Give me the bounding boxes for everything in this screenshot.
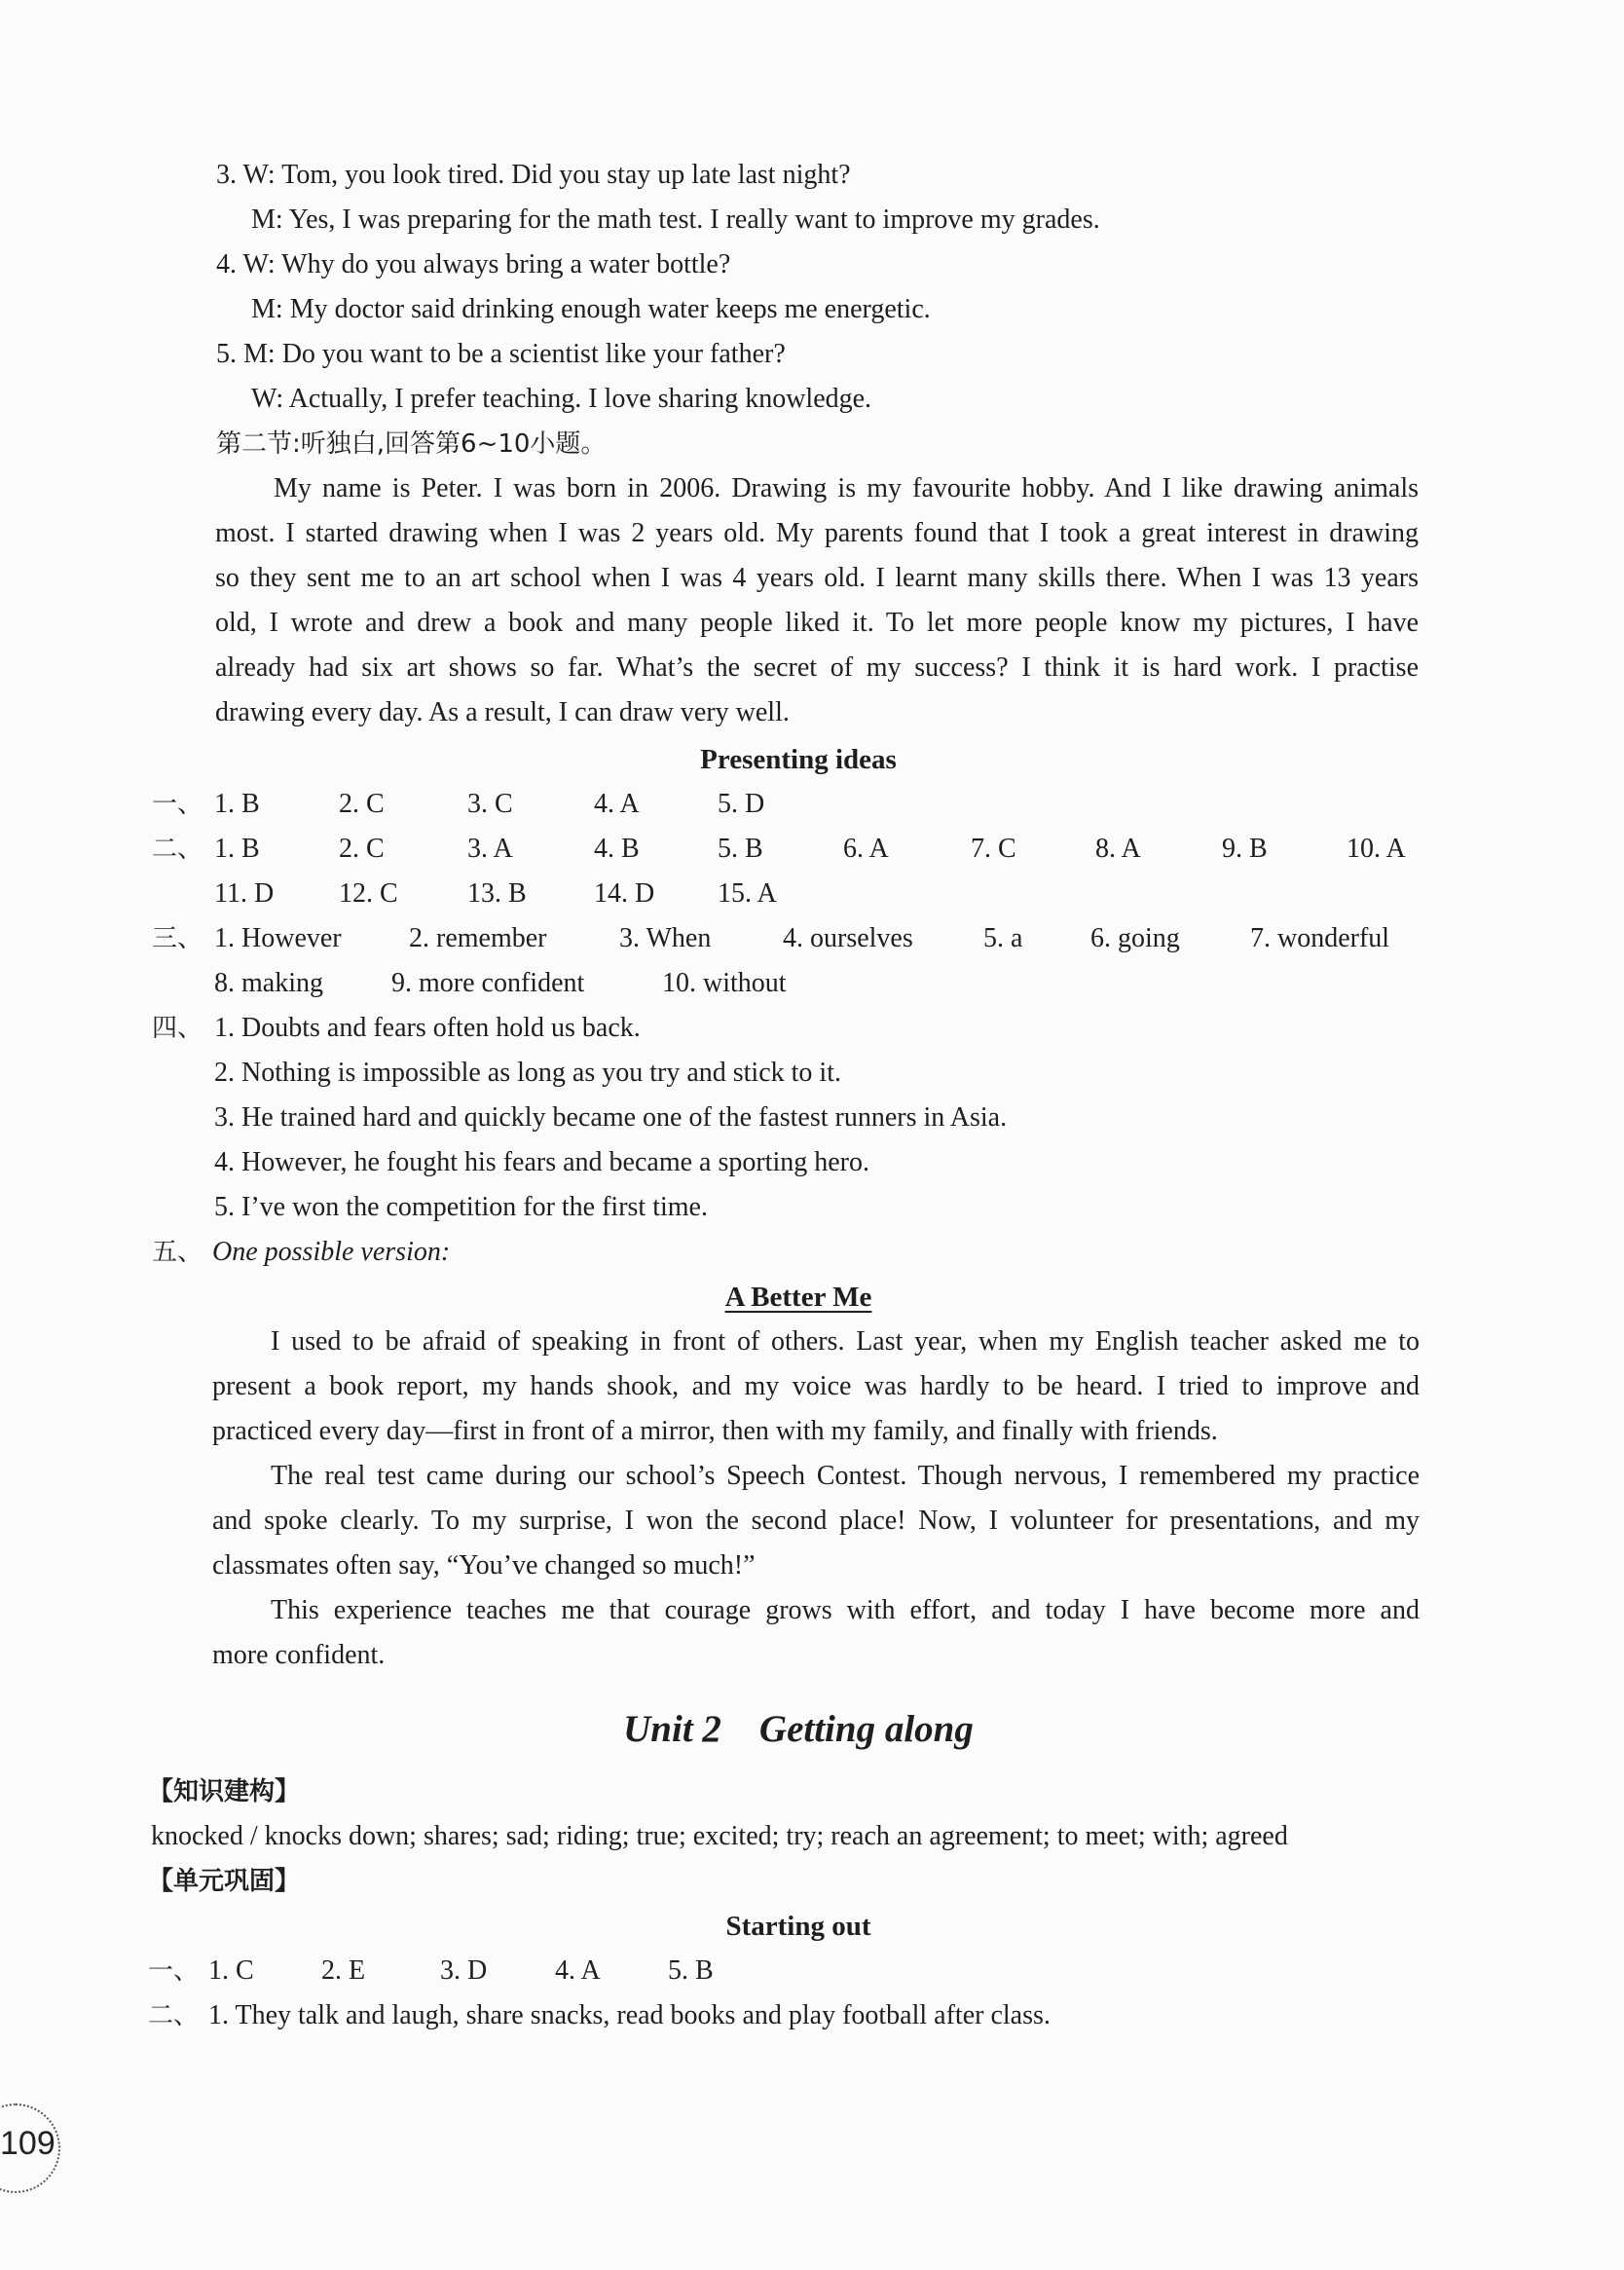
dialogue-5-line-1: 5. M: Do you want to be a scientist like your father? [216,339,786,369]
answer-cell: 9. B [1222,834,1268,864]
answer-cell: 15. A [718,878,777,909]
essay-line: classmates often say, “You’ve changed so much!” [212,1550,756,1581]
answer-cell: 4. B [594,834,640,864]
unit-title: Unit 2 Getting along [623,1708,974,1750]
dialogue-4-line-2: M: My doctor said drinking enough water keeps me energetic. [251,294,931,324]
answer-cell: 5. B [718,834,763,864]
monologue-line: already had six art shows so far. What’s the secret of my success? I think it is hard work. I practise [215,652,1419,683]
answer-cell: 6. A [843,834,889,864]
translation-item: 2. Nothing is impossible as long as you try and stick to it. [214,1058,841,1088]
answer-cell: 11. D [214,878,275,909]
answer-cell: 3. When [619,923,712,953]
dialogue-4-line-1: 4. W: Why do you always bring a water bottle? [216,249,731,279]
answer-cell: 1. B [214,789,260,819]
so-part2-answer: 1. They talk and laugh, share snacks, read books and play football after class. [208,2000,1051,2030]
essay-title: A Better Me [724,1282,872,1313]
essay-line: and spoke clearly. To my surprise, I won the second place! Now, I volunteer for presentations, and my [212,1506,1420,1536]
essay-line: present a book report, my hands shook, and my voice was hardly to be heard. I tried to improve and [212,1371,1420,1401]
answer-cell: 1. B [214,834,260,864]
knowledge-text: knocked / knocks down; shares; sad; riding; true; excited; try; reach an agreement; to meet; with; agreed [151,1821,1288,1851]
section-title-presenting-ideas: Presenting ideas [700,744,897,775]
part1-label: 一、 [152,790,203,819]
essay-line: I used to be afraid of speaking in front of others. Last year, when my English teacher asked me to [271,1326,1420,1357]
answer-cell: 13. B [467,878,527,909]
answer-cell: 4. A [594,789,640,819]
part5-intro: One possible version: [212,1237,451,1267]
answer-cell: 2. C [339,789,385,819]
so-part2-label: 二、 [148,2001,200,2030]
consolidation-heading: 【单元巩固】 [148,1867,301,1896]
part3-label: 三、 [152,924,203,953]
monologue-line: My name is Peter. I was born in 2006. Drawing is my favourite hobby. And I like drawing animals [274,473,1419,503]
essay-line: practiced every day—first in front of a mirror, then with my family, and finally with friends. [212,1416,1218,1446]
answer-cell: 5. D [718,789,765,819]
monologue-line: most. I started drawing when I was 2 years old. My parents found that I took a great interest in drawing [215,518,1419,548]
answer-cell: 2. E [321,1955,366,1986]
so-part1-label: 一、 [148,1956,200,1986]
knowledge-heading: 【知识建构】 [148,1777,301,1806]
translation-item: 5. I’ve won the competition for the first time. [214,1192,708,1222]
answer-cell: 3. C [467,789,513,819]
monologue-line: so they sent me to an art school when I was 4 years old. I learnt many skills there. When I was 13 years [215,563,1419,593]
answer-cell: 10. without [662,968,787,998]
monologue-line: old, I wrote and drew a book and many people liked it. To let more people know my pictures, I have [215,608,1419,638]
answer-cell: 7. C [971,834,1016,864]
part4-label: 四、 [152,1014,203,1043]
translation-item: 1. Doubts and fears often hold us back. [214,1013,641,1043]
dialogue-3-line-1: 3. W: Tom, you look tired. Did you stay up late last night? [216,160,851,190]
answer-cell: 14. D [594,878,655,909]
answer-cell: 4. A [555,1955,601,1986]
answer-cell: 9. more confident [391,968,585,998]
essay-line: This experience teaches me that courage grows with effort, and today I have become more and [271,1595,1420,1625]
essay-line: more confident. [212,1640,386,1670]
answer-cell: 3. A [467,834,513,864]
translation-item: 3. He trained hard and quickly became one of the fastest runners in Asia. [214,1102,1008,1133]
part5-label: 五、 [152,1238,203,1267]
answer-cell: 1. C [208,1955,254,1986]
answer-cell: 5. a [983,923,1023,953]
dialogue-5-line-2: W: Actually, I prefer teaching. I love sharing knowledge. [251,384,872,414]
answer-cell: 12. C [339,878,398,909]
answer-cell: 8. A [1095,834,1141,864]
section-title-starting-out: Starting out [725,1911,871,1942]
part2-label: 二、 [152,835,203,864]
answer-cell: 2. remember [409,923,547,953]
answer-cell: 5. B [668,1955,714,1986]
answer-cell: 1. However [214,923,342,953]
answer-cell: 8. making [214,968,323,998]
essay-line: The real test came during our school’s Speech Contest. Though nervous, I remembered my practice [271,1461,1420,1491]
answer-cell: 4. ourselves [783,923,913,953]
translation-item: 4. However, he fought his fears and became a sporting hero. [214,1147,869,1177]
dialogue-3-line-2: M: Yes, I was preparing for the math test. I really want to improve my grades. [251,205,1100,235]
answer-cell: 7. wonderful [1250,923,1390,953]
section2-heading: 第二节:听独白,回答第6~10小题。 [216,429,607,459]
answer-cell: 10. A [1347,834,1406,864]
answer-cell: 3. D [440,1955,488,1986]
answer-cell: 2. C [339,834,385,864]
answer-cell: 6. going [1090,923,1180,953]
monologue-line: drawing every day. As a result, I can draw very well. [215,697,790,727]
page-number: 109 [0,2125,55,2162]
